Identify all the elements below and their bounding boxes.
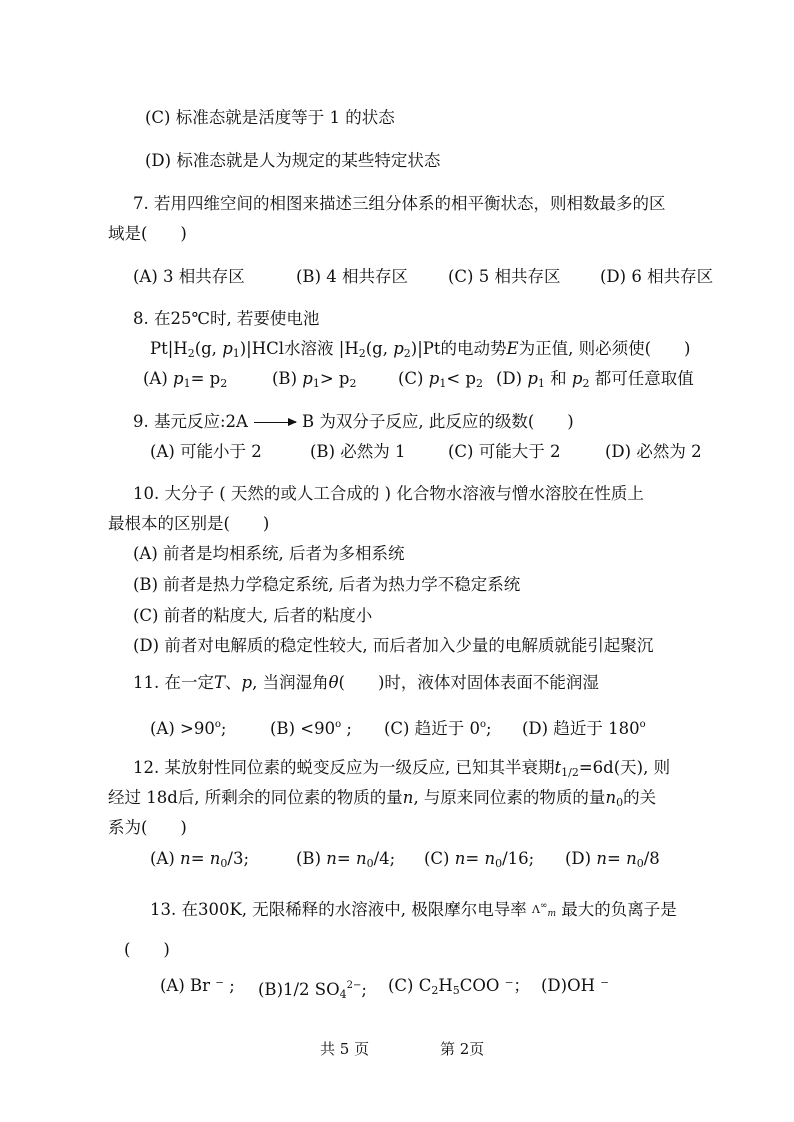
q13-stem: 13. 在300K, 无限稀释的水溶液中, 极限摩尔电导率 $\Lambda^\infty_m$ 最大的负离子是 xyxy=(150,900,677,919)
q13-option-b: (B)1/2 $SO_4^{2-}$; xyxy=(258,980,367,1001)
q13-stem-line2: ( ) xyxy=(124,940,170,959)
q9-option-d: (D) 必然为 2 xyxy=(605,442,702,461)
q12-stem-line2: 经过 18d后, 所剩余的同位素的物质的量n, 与原来同位素的物质的量$n_0$的关 xyxy=(108,788,657,809)
q6-option-c: (C) 标准态就是活度等于 1 的状态 xyxy=(145,108,395,127)
q10-option-d: (D) 前者对电解质的稳定性较大, 而后者加入少量的电解质就能引起聚沉 xyxy=(133,636,654,655)
q8-option-c: (C) $p_1< p_2$ xyxy=(398,369,483,390)
q12-option-b: (B) $n= n_0/4$; xyxy=(296,849,396,870)
q8-stem-line1: 8. 在25℃时, 若要使电池 xyxy=(133,309,320,328)
q11-option-d: (D) 趋近于 180$^o$ xyxy=(522,719,646,738)
reaction-arrow-icon xyxy=(254,422,296,423)
footer-current-page: 第 2页 xyxy=(440,1040,485,1058)
footer-total-pages: 共 5 页 xyxy=(320,1040,370,1058)
q8-option-b: (B) $p_1> p_2$ xyxy=(272,369,357,390)
q13-option-a: (A) Br ⁻ ; xyxy=(160,976,235,995)
q7-option-d: (D) 6 相共存区 xyxy=(600,267,714,286)
q13-option-d: (D)OH ⁻ xyxy=(541,976,609,995)
q13-option-c: (C) $C_2H_5COO$ ⁻； xyxy=(388,976,530,997)
q11-stem: 11. 在一定T、p, 当润湿角θ( )时，液体对固体表面不能润湿 xyxy=(133,673,599,692)
q12-option-d: (D) $n= n_0/8$ xyxy=(565,849,660,870)
q11-option-c: (C) 趋近于 0$^o$; xyxy=(384,719,492,738)
q10-option-a: (A) 前者是均相系统, 后者为多相系统 xyxy=(133,544,405,563)
q9-option-b: (B) 必然为 1 xyxy=(310,442,406,461)
q11-option-b: $(B) <90^o$ ; xyxy=(270,719,352,738)
q10-stem-line1: 10. 大分子 ( 天然的或人工合成的 ) 化合物水溶液与憎水溶胶在性质上 xyxy=(133,484,644,503)
molar-conductivity-symbol: $\Lambda^\infty_m$ xyxy=(532,901,557,919)
q7-option-b: (B) 4 相共存区 xyxy=(296,267,408,286)
q9-stem: 9. 基元反应:2A B 为双分子反应, 此反应的级数( ) xyxy=(133,412,574,431)
q9-option-a: (A) 可能小于 2 xyxy=(150,442,262,461)
q8-option-d: (D) $p_1$ 和 $p_2$ 都可任意取值 xyxy=(496,369,694,390)
q7-stem-line2: 域是( ) xyxy=(108,224,187,243)
q8-option-a: (A) $p_1= p_2$ xyxy=(143,369,228,390)
q8-cell-formula: $Pt|H_2(g$, $p_1)|HCl$水溶液 $|H_2(g$, $p_2)|Pt$的电动势E为正值, 则必须使( ) xyxy=(150,339,691,360)
q12-stem-line3: 系为( ) xyxy=(108,818,187,837)
q9-option-c: (C) 可能大于 2 xyxy=(448,442,561,461)
q12-option-c: (C) $n= n_0/16$; xyxy=(424,849,535,870)
q7-option-a: (A) 3 相共存区 xyxy=(133,267,245,286)
q10-option-b: (B) 前者是热力学稳定系统, 后者为热力学不稳定系统 xyxy=(133,575,521,594)
q7-option-c: (C) 5 相共存区 xyxy=(448,267,561,286)
q7-stem-line1: 7. 若用四维空间的相图来描述三组分体系的相平衡状态，则相数最多的区 xyxy=(133,194,666,213)
q6-option-d: (D) 标准态就是人为规定的某些特定状态 xyxy=(145,151,441,170)
q11-option-a: $(A) >90^o$; xyxy=(150,719,227,738)
q12-stem-line1: 12. 某放射性同位素的蜕变反应为一级反应, 已知其半衰期$t_{1/2}=6d$(天), 则 xyxy=(133,758,671,779)
q10-stem-line2: 最根本的区别是( ) xyxy=(108,514,270,533)
q10-option-c: (C) 前者的粘度大, 后者的粘度小 xyxy=(133,606,373,625)
q12-option-a: (A) $n= n_0/3$; xyxy=(150,849,250,870)
